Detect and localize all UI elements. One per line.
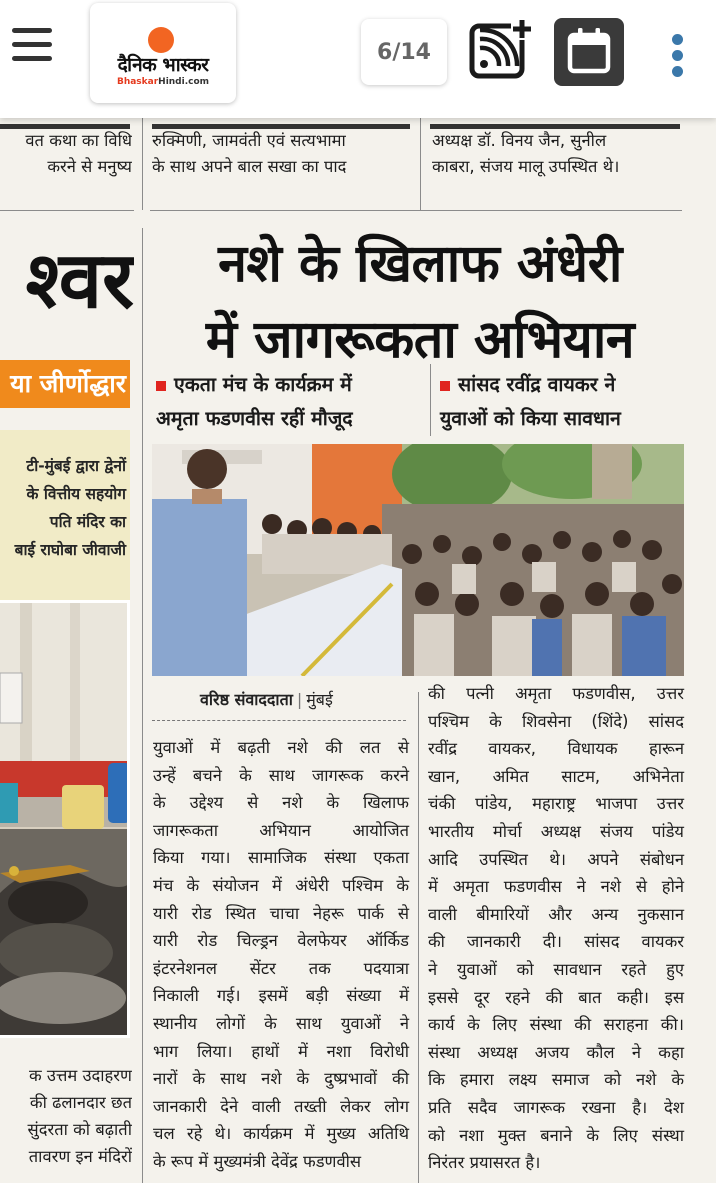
left-article-headline: श्वर	[25, 236, 134, 326]
calendar-button[interactable]	[554, 18, 624, 86]
section-rule	[0, 210, 134, 211]
hamburger-menu-icon[interactable]	[8, 24, 56, 68]
column-rule	[142, 228, 143, 1183]
app-header	[0, 0, 716, 118]
top-strip-col-3: अध्यक्ष डॉ. विनय जैन, सुनील काबरा, संजय मालू उपस्थित थे।	[432, 131, 620, 176]
top-strip-col-1: वत कथा का विधि करने से मनुष्य	[25, 131, 132, 176]
logo-name: दैनिक भास्कर	[117, 54, 209, 76]
byline-city: मुंबई	[306, 690, 333, 709]
column-rule	[418, 692, 419, 1183]
headline-line-2: में जागरूकता अभियान	[205, 310, 635, 370]
column-rule	[142, 118, 143, 210]
main-article-headline	[150, 226, 690, 378]
headline-line-1: नशे के खिलाफ अंधेरी	[218, 234, 622, 294]
calendar-icon	[554, 18, 624, 86]
section-rule	[150, 210, 682, 211]
article-body-col-1: युवाओं में बढ़ती नशे की लत से उन्हें बचने के साथ जागरूक करने के उद्देश्य से नशे के खिलाफ जागरूकता अभियान आयोजित किया गया। सामाजिक संस्था एकता मंच के संयोजन में अंधेरी पश्चिम के यारी रोड स्थित चाचा नेहरू पार्क से यारी रोड चिल्ड्रन वेलफेयर ऑर्किड इंटरनेशनल सेंटर तक पदयात्रा निकाली गई। इसमें बड़ी संख्या में स्थानीय लोगों के साथ युवाओं ने भाग लिया। हाथों में नशा विरोधी नारों के साथ नशे के दुष्प्रभावों की जानकारी देने वाली तख्ती लेकर लोग चल रहे थे। कार्यक्रम में मुख्य अतिथि के रूप में मुख्यमंत्री देवेंद्र फडणवीस	[153, 738, 409, 1171]
bullet-square-icon	[156, 381, 166, 391]
logo-sub-rest: Hindi.com	[158, 77, 210, 87]
article-body-col-2: की पत्नी अमृता फडणवीस, उत्तर पश्चिम के शिवसेना (शिंदे) सांसद रवींद्र वायकर, विधायक हारून खान, अमित साटम, अभिनेता चंकी पांडेय, महाराष्ट्र भाजपा उत्तर भारतीय मोर्चा अध्यक्ष संजय पांडेय आदि उपस्थित थे। अपने संबोधन में अमृता फडणवीस ने नशे से होने वाली बीमारियों और अन्य नुकसान की जानकारी दी। सांसद वायकर ने युवाओं को सावधान रहते हुए इससे दूर रहने की बात कही। इस कार्य के लिए संस्था की सराहना की। संस्था अध्यक्ष अजय कौल ने कहा कि हमारा लक्ष्य समाज को नशे के प्रति सदैव जागरूक रखना है। देश को नशा मुक्त बनाने के लिए संस्था निरंतर प्रयासरत है।	[428, 684, 684, 1173]
bullet-square-icon	[440, 381, 450, 391]
logo-subtitle	[90, 77, 236, 87]
temple-photo	[0, 600, 130, 1038]
epaper-page[interactable]	[0, 118, 716, 1183]
logo-sun-icon	[148, 27, 174, 53]
more-vertical-icon[interactable]	[668, 34, 688, 84]
byline-separator: |	[296, 690, 303, 709]
byline-rule	[152, 720, 406, 721]
page-counter[interactable]: 6/14	[361, 19, 447, 85]
logo-sub-accent: Bhaskar	[116, 77, 159, 87]
subheading-1: एकता मंच के कार्यक्रम में अमृता फडणवीस रहीं मौजूद	[156, 373, 353, 430]
left-article-kicker: या जीर्णोद्धार	[0, 360, 130, 408]
subheading-2: सांसद रवींद्र वायकर ने युवाओं को किया सावधान	[440, 373, 621, 430]
publication-logo[interactable]	[90, 3, 236, 103]
byline-author: वरिष्ठ संवाददाता	[200, 690, 293, 709]
column-rule	[420, 118, 421, 210]
rally-photo	[152, 444, 684, 676]
byline	[200, 688, 333, 710]
top-strip-col-2: रुक्मिणी, जामवंती एवं सत्यभामा के साथ अपने बाल सखा का पाद	[152, 131, 347, 176]
rss-feed-add-icon[interactable]	[469, 18, 533, 82]
left-article-body: क उत्तम उदाहरण की ढलानदार छत सुंदरता को बढ़ाती तावरण इन मंदिरों	[27, 1066, 132, 1166]
left-article-intro: टी-मुंबई द्वारा द्वेनों के वित्तीय सहयोग पति मंदिर का बाई राघोबा जीवाजी	[0, 430, 130, 600]
